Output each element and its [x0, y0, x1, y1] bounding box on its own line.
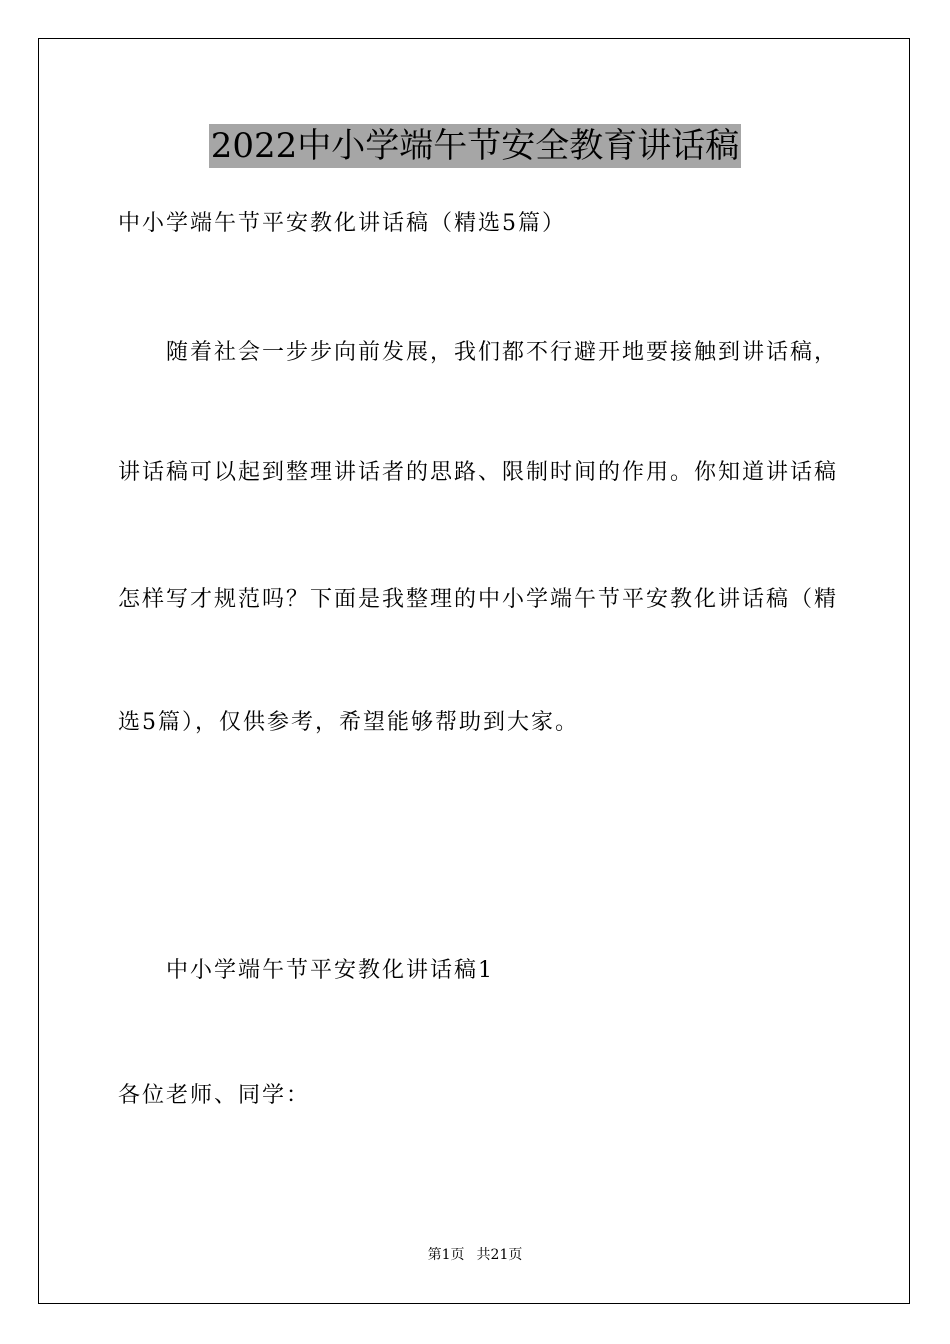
intro-line-3: 怎样写才规范吗？下面是我整理的中小学端午节平安教化讲话稿（精 [118, 587, 839, 612]
title-container [0, 124, 950, 168]
intro-line-2: 讲话稿可以起到整理讲话者的思路、限制时间的作用。你知道讲话稿 [118, 460, 839, 485]
page-footer [0, 1246, 950, 1264]
section-heading: 中小学端午节平安教化讲话稿1 [166, 958, 494, 983]
salutation: 各位老师、同学： [118, 1083, 311, 1108]
intro-line-1: 随着社会一步步向前发展，我们都不行避开地要接触到讲话稿， [166, 340, 839, 365]
document-subtitle: 中小学端午节平安教化讲话稿（精选5篇） [118, 211, 566, 236]
intro-line-4: 选5篇），仅供参考，希望能够帮助到大家。 [118, 710, 579, 735]
page-total: 共21页 [476, 1247, 523, 1263]
page-number: 第1页 [427, 1247, 465, 1263]
document-title: 2022中小学端午节安全教育讲话稿 [210, 126, 740, 166]
